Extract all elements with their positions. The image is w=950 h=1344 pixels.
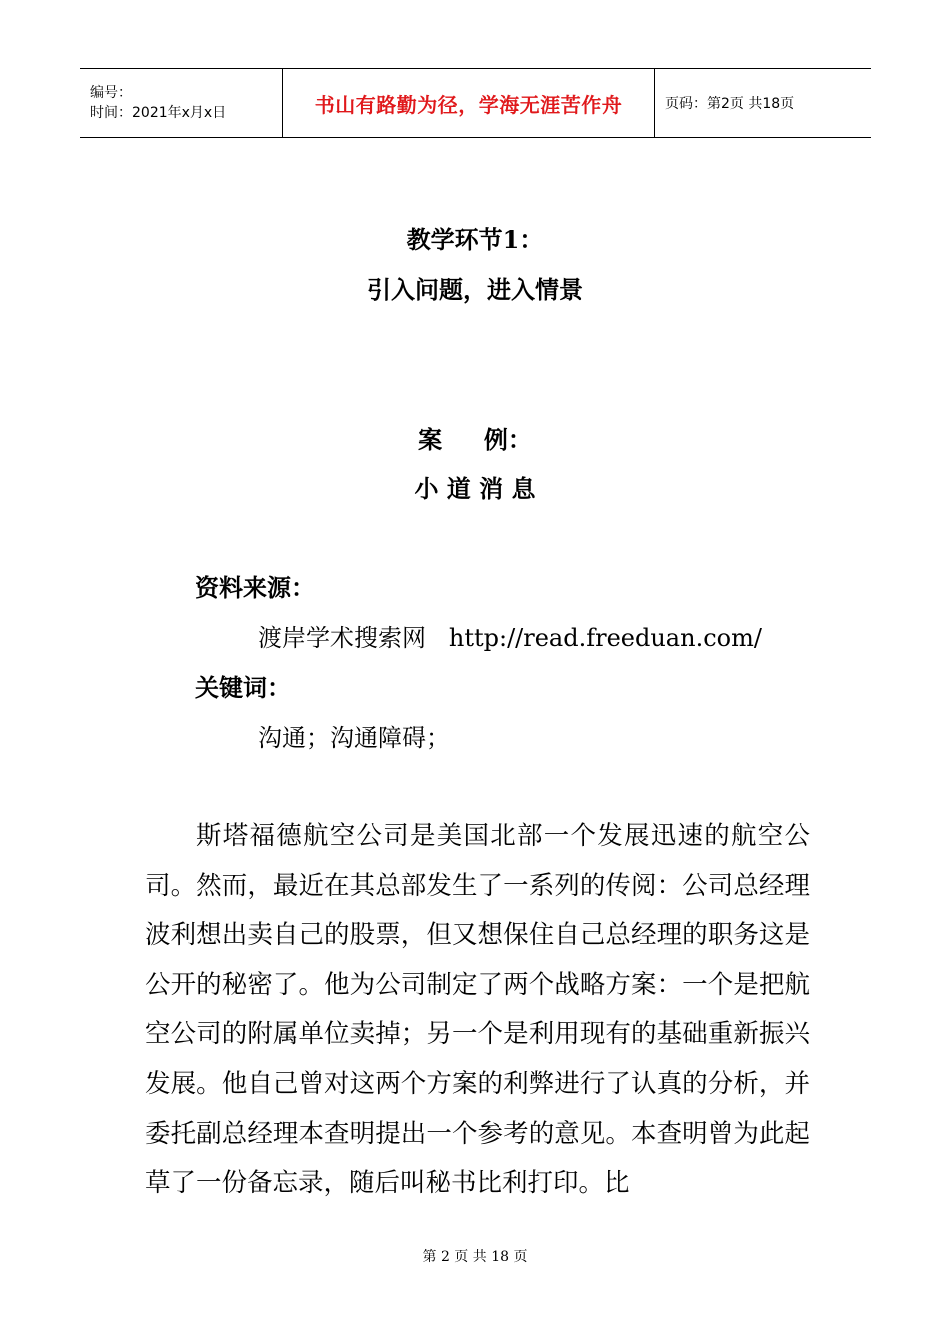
source-value: 渡岸学术搜索网 http://read.freeduan.com/ [258, 624, 762, 652]
case-body-paragraph: 斯塔福德航空公司是美国北部一个发展迅速的航空公司。然而，最近在其总部发生了一系列的传阅：公司总经理波利想出卖自己的股票，但又想保住自己总经理的职务这是公开的秘密了。他为公司制定了两个战略方案：一个是把航空公司的附属单位卖掉；另一个是利用现有的基础重新振兴发展。他自己曾对这两个方案的利弊进行了认真的分析，并委托副总经理本查明提出一个参考的意见。本查明曾为此起草了一份备忘录，随后叫秘书比利打印。比 [145, 821, 810, 1199]
page-header [80, 68, 871, 138]
page-footer: 第 2 页 共 18 页 [422, 1249, 528, 1265]
header-left-cell [80, 69, 282, 137]
keywords-label: 关键词： [195, 673, 291, 702]
document-number-label: 编号： [90, 85, 132, 101]
document-date-label: 时间：2021年x月x日 [90, 105, 227, 121]
section-title: 教学环节1： [406, 225, 544, 254]
section-subtitle: 引入问题，进入情景 [367, 275, 583, 304]
header-page-info: 页码：第2页 共18页 [665, 96, 795, 112]
header-motto-cell [282, 69, 655, 137]
case-title: 小 道 消 息 [414, 474, 536, 503]
case-label: 案 例： [418, 425, 532, 454]
motto-text: 书山有路勤为径，学海无涯苦作舟 [314, 92, 623, 117]
header-page-cell [655, 69, 871, 137]
keywords-value: 沟通；沟通障碍； [258, 724, 450, 752]
source-label: 资料来源： [195, 573, 315, 602]
